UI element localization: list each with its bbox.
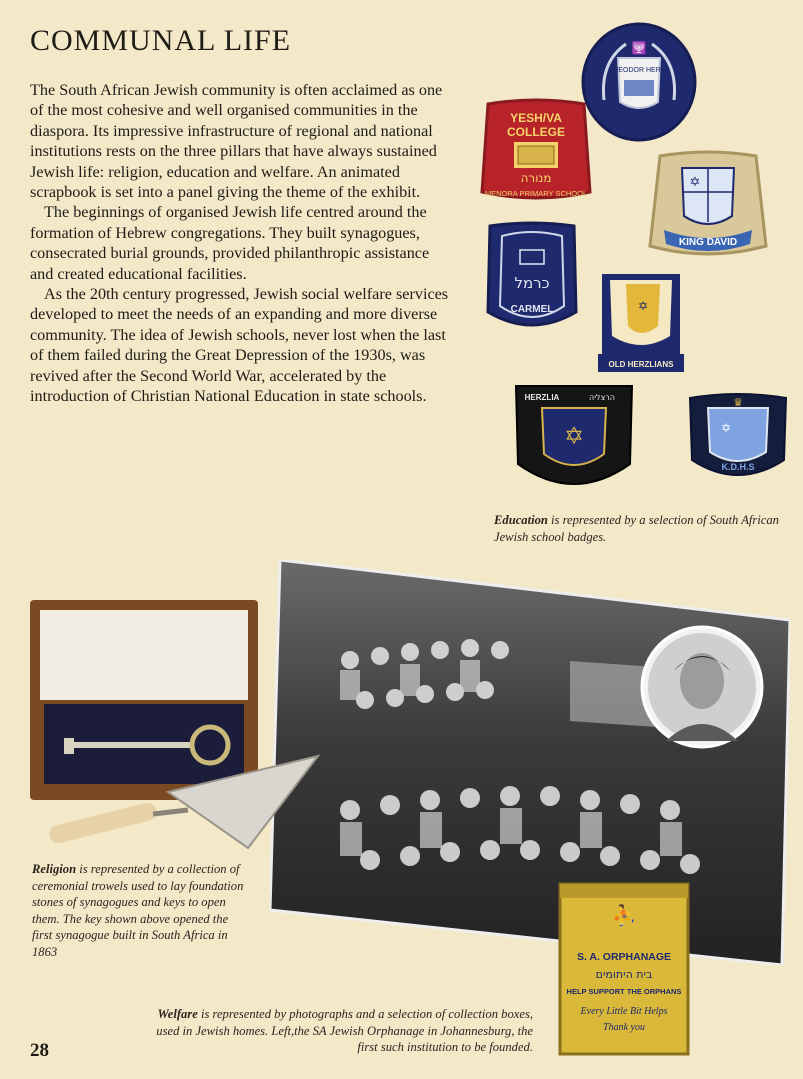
page-number: 28 bbox=[30, 1040, 49, 1061]
badge-old-herzlians bbox=[596, 270, 686, 378]
star-of-david-icon: ✡ bbox=[689, 175, 701, 190]
orphanage-collection-box bbox=[556, 880, 692, 1058]
king-david-text: KING DAVID bbox=[678, 237, 738, 248]
paragraph-3: As the 20th century progressed, Jewish social welfare services developed to meet the needs of an expanding and more diverse community. The idea of Jewish schools, never lost when the last of them failed during the Great Depression of the 1930s, was revived after the Second World War, accelerated by the introduction of Christian National Education in state schools. bbox=[30, 285, 449, 406]
badge-carmel bbox=[482, 220, 582, 340]
tin-script-1: Every Little Bit Helps bbox=[580, 1006, 668, 1017]
badge-kdhs bbox=[686, 390, 790, 488]
yeshiva-bottom-text: MENORA PRIMARY SCHOOL bbox=[484, 189, 588, 198]
badge-theodor-herzl bbox=[580, 22, 698, 142]
tin-script-2: Thank you bbox=[603, 1022, 645, 1033]
kdhs-text: K.D.H.S bbox=[721, 462, 755, 472]
badge-yeshiva-college bbox=[476, 96, 596, 206]
star-of-david-icon: ✡ bbox=[637, 299, 649, 313]
ceremonial-trowel bbox=[48, 752, 328, 862]
portrait-photograph bbox=[640, 625, 764, 749]
tin-hebrew: בית היתומים bbox=[595, 968, 653, 981]
page-title: COMMUNAL LIFE bbox=[30, 24, 292, 57]
herzlia-text: HERZLIA bbox=[524, 393, 560, 402]
education-caption-text: is represented by a selection of South African Jewish school badges. bbox=[494, 513, 779, 544]
badge-herzlia bbox=[512, 382, 636, 500]
child-figure-icon: ⛹ bbox=[611, 903, 637, 927]
tin-line-1: S. A. ORPHANAGE bbox=[576, 951, 672, 963]
crown-icon: ♛ bbox=[733, 396, 743, 409]
herzlia-hebrew-text: הרצליה bbox=[588, 393, 616, 402]
menorah-icon: 🕎 bbox=[631, 41, 647, 55]
paragraph-2: The beginnings of organised Jewish life centred around the formation of Hebrew congregations. They built synagogues, consecrated burial grounds, provided philanthropic assistance and created educational facilities. bbox=[30, 203, 430, 283]
yeshiva-top-text: YESH/VA bbox=[510, 111, 562, 125]
old-herzlians-text: OLD HERZLIANS bbox=[608, 360, 674, 369]
yeshiva-hebrew-text: מנורה bbox=[520, 171, 552, 185]
education-caption bbox=[494, 512, 784, 545]
religion-caption-text: is represented by a collection of ceremonial trowels used to lay foundation stones of synagogues and keys to open them. The key shown above opened the first synagogue built in South Africa in 1863 bbox=[32, 862, 244, 959]
religion-caption-lead: Religion bbox=[32, 862, 77, 876]
school-badges bbox=[460, 20, 800, 510]
badge-king-david bbox=[646, 150, 770, 264]
star-of-david-icon: ✡ bbox=[720, 421, 732, 435]
theodor-herzl-text: THEODOR HERZL bbox=[609, 67, 669, 74]
orphanage-photograph bbox=[270, 560, 790, 965]
carmel-hebrew-text: כרמל bbox=[514, 274, 550, 292]
tin-line-2: HELP SUPPORT THE ORPHANS bbox=[566, 987, 682, 996]
star-of-david-icon: ✡ bbox=[563, 422, 585, 450]
carmel-text: CARMEL bbox=[510, 304, 554, 315]
education-caption-lead: Education bbox=[494, 513, 548, 527]
yeshiva-mid-text: COLLEGE bbox=[506, 125, 566, 139]
paragraph-1: The South African Jewish community is often acclaimed as one of the most cohesive and well organised communities in the diaspora. Its impressive infrastructure of regional and national institutions rests on the three pillars that have always sustained Jewish life: religion, education and welfare. An animated scrapbook is set into a panel giving the theme of the exhibit. bbox=[30, 81, 443, 202]
body-text bbox=[30, 80, 455, 407]
religion-caption bbox=[32, 861, 247, 960]
welfare-caption bbox=[140, 1006, 533, 1056]
welfare-caption-lead: Welfare bbox=[157, 1007, 198, 1021]
welfare-caption-text: is represented by photographs and a selection of collection boxes, used in Jewish homes. Left,the SA Jewish Orphanage in Johannesburg, the first such institution to be founded. bbox=[156, 1007, 533, 1054]
